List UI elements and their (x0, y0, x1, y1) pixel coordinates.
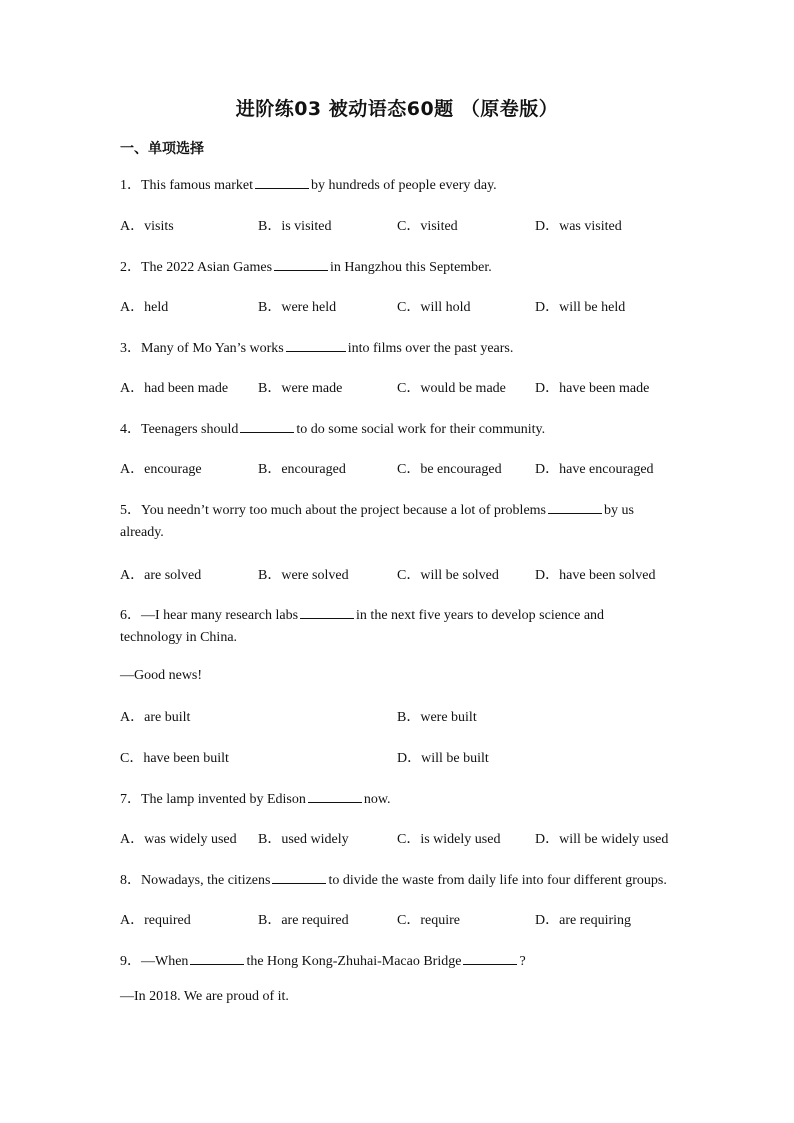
option-d: D．have been made (535, 381, 650, 396)
answer-blank (274, 258, 328, 271)
option-d: D．was visited (535, 219, 622, 234)
option-b: B．were held (258, 300, 337, 315)
question-4 (120, 418, 545, 438)
option-c: C．will hold (397, 300, 471, 315)
question-number: 7． (120, 792, 141, 807)
option-a: A．required (120, 913, 191, 928)
question-text: to divide the waste from daily life into four different groups. (328, 873, 667, 888)
question-text: The lamp invented by Edison (141, 792, 306, 807)
question-number: 4． (120, 422, 141, 437)
question-number: 9． (120, 954, 141, 969)
option-d: D．will be widely used (535, 832, 669, 847)
option-b: B．used widely (258, 832, 349, 847)
question-number: 6． (120, 608, 141, 623)
question-text: the Hong Kong-Zhuhai-Macao Bridge (246, 954, 462, 969)
option-c: C．would be made (397, 381, 506, 396)
section-heading: 一、单项选择 (120, 141, 204, 157)
question-6-continued: technology in China. (120, 630, 238, 645)
option-a: A．had been made (120, 381, 229, 396)
option-b: B．were solved (258, 568, 349, 583)
question-text: by us (604, 503, 634, 518)
option-b: B．are required (258, 913, 349, 928)
question-text: —When (141, 954, 189, 969)
question-text: Teenagers should (141, 422, 239, 437)
answer-blank (463, 952, 517, 965)
option-b: B．were made (258, 381, 343, 396)
option-b: B．were built (397, 710, 477, 725)
option-c: C．require (397, 913, 460, 928)
question-6 (120, 604, 604, 624)
option-d: D．have encouraged (535, 462, 654, 477)
question-text: Nowadays, the citizens (141, 873, 271, 888)
question-text: ? (519, 954, 526, 969)
answer-blank (286, 339, 346, 352)
question-text: in Hangzhou this September. (330, 260, 492, 275)
option-c: C．will be solved (397, 568, 499, 583)
question-2 (120, 256, 492, 276)
question-9-reply: —In 2018. We are proud of it. (120, 989, 289, 1004)
question-1 (120, 174, 497, 194)
question-text: by hundreds of people every day. (310, 178, 497, 193)
question-3 (120, 337, 513, 357)
option-c: C．have been built (120, 751, 229, 766)
question-number: 2． (120, 260, 141, 275)
option-a: A．visits (120, 219, 174, 234)
question-text: The 2022 Asian Games (141, 260, 273, 275)
answer-blank (255, 176, 309, 189)
option-c: C．be encouraged (397, 462, 502, 477)
option-a: A．was widely used (120, 832, 237, 847)
answer-blank (308, 790, 362, 803)
question-number: 1． (120, 178, 141, 193)
option-a: A．held (120, 300, 169, 315)
question-number: 3． (120, 341, 141, 356)
option-d: D．have been solved (535, 568, 656, 583)
option-c: C．visited (397, 219, 458, 234)
page-title: 进阶练03 被动语态60题 （原卷版） (235, 98, 559, 120)
question-text: in the next five years to develop science and (356, 608, 605, 623)
question-9 (120, 950, 526, 970)
question-number: 5． (120, 503, 141, 518)
question-text: —I hear many research labs (141, 608, 299, 623)
question-text: to do some social work for their community. (296, 422, 546, 437)
option-b: B．is visited (258, 219, 332, 234)
answer-blank (272, 871, 326, 884)
question-text: Many of Mo Yan’s works (141, 341, 284, 356)
question-5-continued: already. (120, 525, 164, 540)
option-b: B．encouraged (258, 462, 346, 477)
question-7 (120, 788, 391, 808)
answer-blank (300, 606, 354, 619)
option-a: A．encourage (120, 462, 202, 477)
answer-blank (190, 952, 244, 965)
answer-blank (240, 420, 294, 433)
question-8 (120, 869, 667, 889)
question-text: into films over the past years. (347, 341, 514, 356)
option-a: A．are solved (120, 568, 202, 583)
answer-blank (548, 501, 602, 514)
question-text: now. (363, 792, 391, 807)
question-6-reply: —Good news! (120, 668, 203, 683)
option-a: A．are built (120, 710, 191, 725)
option-c: C．is widely used (397, 832, 501, 847)
option-d: D．are requiring (535, 913, 632, 928)
question-text: You needn’t worry too much about the project because a lot of problems (141, 503, 547, 518)
question-5 (120, 499, 634, 519)
option-d: D．will be built (397, 751, 489, 766)
question-number: 8． (120, 873, 141, 888)
option-d: D．will be held (535, 300, 626, 315)
question-text: This famous market (141, 178, 253, 193)
